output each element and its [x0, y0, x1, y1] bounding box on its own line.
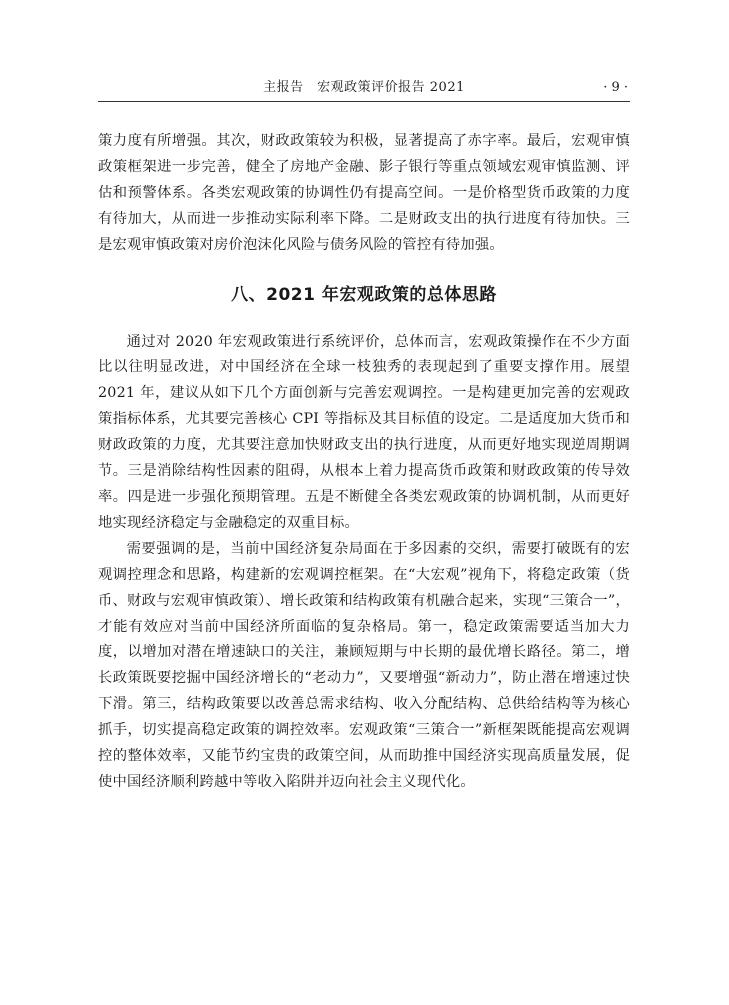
- paragraph-1: 通过对 2020 年宏观政策进行系统评价，总体而言，宏观政策操作在不少方面比以往明显改进，对中国经济在全球一枝独秀的表现起到了重要支撑作用。展望 2021 年，建议从如下几个方面创新与完善宏观调控。一是构建更加完善的宏观政策指标体系，尤其要完善核心 CPI 等指标及其目标值的设定。二是适度加大货币和财政政策的力度，尤其要注意加快财政支出的执行进度，从而更好地实现逆周期调节。三是消除结构性因素的阻碍，从根本上着力提高货币政策和财政政策的传导效率。四是进一步强化预期管理。五是不断健全各类宏观政策的协调机制，从而更好地实现经济稳定与金融稳定的双重目标。: [98, 333, 630, 531]
- paragraph-2: 需要强调的是，当前中国经济复杂局面在于多因素的交织，需要打破既有的宏观调控理念和思路，构建新的宏观调控框架。在“大宏观”视角下，将稳定政策（货币、财政与宏观审慎政策）、增长政策和结构政策有机融合起来，实现“三策合一”，才能有效应对当前中国经济所面临的复杂格局。第一，稳定政策需要适当加大力度，以增加对潜在增速缺口的关注，兼顾短期与中长期的最优增长路径。第二，增长政策既要挖掘中国经济增长的“老动力”，又要增强“新动力”，防止潜在增速过快下滑。第三，结构政策要以改善总需求结构、收入分配结构、总供给结构等为核心抓手，切实提高稳定政策的调控效率。宏观政策“三策合一”新框架既能提高宏观调控的整体效率，又能节约宝贵的政策空间，从而助推中国经济实现高质量发展，促使中国经济顺利跨越中等收入陷阱并迈向社会主义现代化。: [98, 540, 630, 790]
- running-header-title: 主报告 宏观政策评价报告 2021: [263, 80, 465, 95]
- paragraph-intro: 策力度有所增强。其次，财政政策较为积极，显著提高了赤字率。最后，宏观审慎政策框架进一步完善，健全了房地产金融、影子银行等重点领域宏观审慎监测、评估和预警体系。各类宏观政策的协调性仍有提高空间。一是价格型货币政策的力度有待加大，从而进一步推动实际利率下降。二是财政支出的执行进度有待加快。三是宏观审慎政策对房价泡沫化风险与债务风险的管控有待加强。: [98, 133, 630, 253]
- page-number: · 9 ·: [603, 80, 628, 95]
- section-heading: 八、2021 年宏观政策的总体思路: [231, 284, 497, 305]
- page-body: [98, 129, 630, 796]
- header-rule: [98, 101, 630, 102]
- running-header: [98, 78, 630, 100]
